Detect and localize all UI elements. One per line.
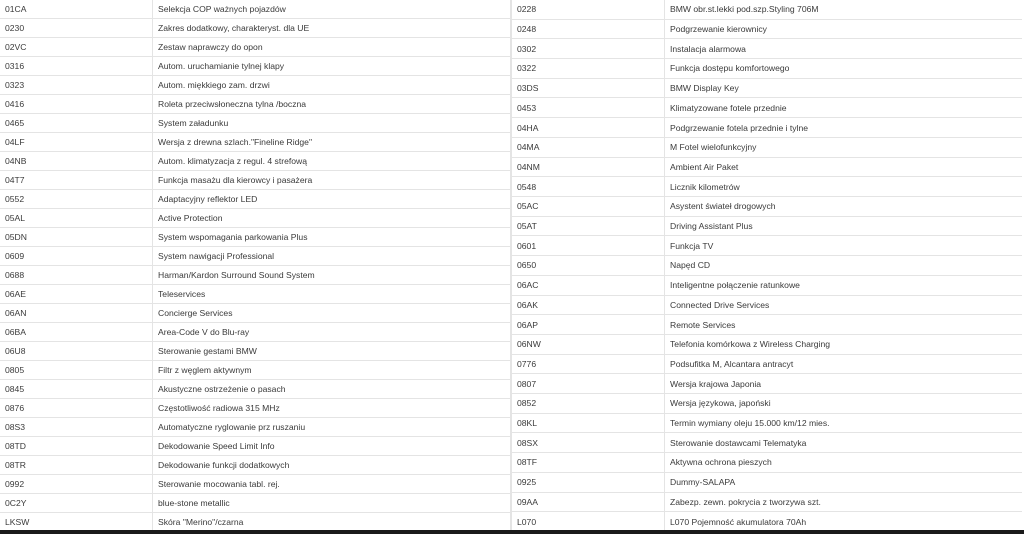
option-code: 0453	[512, 98, 665, 118]
option-description: Automatyczne ryglowanie prz ruszaniu	[153, 418, 511, 437]
option-code: 08SX	[512, 433, 665, 453]
option-code: 0845	[0, 380, 153, 399]
option-code: 05AL	[0, 209, 153, 228]
option-description: Podsufitka M, Alcantara antracyt	[665, 354, 1023, 374]
table-row	[512, 236, 1023, 256]
equipment-table-left	[0, 0, 511, 532]
option-code: 02VC	[0, 38, 153, 57]
option-code: 01CA	[0, 0, 153, 19]
table-row	[512, 177, 1023, 197]
table-row	[512, 256, 1023, 276]
option-code: 06AC	[512, 275, 665, 295]
option-code: 0228	[512, 0, 665, 19]
table-row	[512, 295, 1023, 315]
table-row	[512, 0, 1023, 19]
option-description: Driving Assistant Plus	[665, 216, 1023, 236]
option-code: 0776	[512, 354, 665, 374]
table-row	[512, 78, 1023, 98]
option-description: Remote Services	[665, 315, 1023, 335]
option-description: System nawigacji Professional	[153, 247, 511, 266]
option-code: 08KL	[512, 413, 665, 433]
option-description: Asystent świateł drogowych	[665, 197, 1023, 217]
option-description: BMW obr.st.lekki pod.szp.Styling 706M	[665, 0, 1023, 19]
option-code: 06AP	[512, 315, 665, 335]
option-description: M Fotel wielofunkcyjny	[665, 137, 1023, 157]
option-code: 0322	[512, 59, 665, 79]
option-description: Sterowanie gestami BMW	[153, 342, 511, 361]
option-description: Adaptacyjny reflektor LED	[153, 190, 511, 209]
option-description: Termin wymiany oleju 15.000 km/12 mies.	[665, 413, 1023, 433]
table-row	[512, 374, 1023, 394]
option-code: 0601	[512, 236, 665, 256]
table-row	[512, 492, 1023, 512]
option-description: Ambient Air Paket	[665, 157, 1023, 177]
equipment-list-left	[0, 0, 511, 532]
option-code: L070	[512, 512, 665, 532]
option-code: 0688	[0, 266, 153, 285]
option-code: 0852	[512, 394, 665, 414]
table-row	[0, 152, 511, 171]
option-description: Sterowanie dostawcami Telematyka	[665, 433, 1023, 453]
option-description: System załadunku	[153, 114, 511, 133]
option-code: 0465	[0, 114, 153, 133]
option-description: Telefonia komórkowa z Wireless Charging	[665, 334, 1023, 354]
table-row	[0, 361, 511, 380]
table-row	[0, 437, 511, 456]
option-code: 08TF	[512, 453, 665, 473]
option-code: 06U8	[0, 342, 153, 361]
option-description: blue-stone metallic	[153, 494, 511, 513]
option-description: Klimatyzowane fotele przednie	[665, 98, 1023, 118]
option-description: Podgrzewanie fotela przednie i tylne	[665, 118, 1023, 138]
option-code: 08TR	[0, 456, 153, 475]
option-description: Dekodowanie Speed Limit Info	[153, 437, 511, 456]
table-row	[0, 285, 511, 304]
option-description: L070 Pojemność akumulatora 70Ah	[665, 512, 1023, 532]
option-code: 08TD	[0, 437, 153, 456]
option-description: Podgrzewanie kierownicy	[665, 19, 1023, 39]
option-code: 0992	[0, 475, 153, 494]
option-code: 0323	[0, 76, 153, 95]
table-row	[0, 513, 511, 532]
table-row	[0, 171, 511, 190]
option-description: Wersja z drewna szlach."Fineline Ridge"	[153, 133, 511, 152]
table-row	[0, 114, 511, 133]
option-description: Częstotliwość radiowa 315 MHz	[153, 399, 511, 418]
option-description: Zabezp. zewn. pokrycia z tworzywa szt.	[665, 492, 1023, 512]
table-row	[512, 157, 1023, 177]
option-code: 0316	[0, 57, 153, 76]
option-description: Licznik kilometrów	[665, 177, 1023, 197]
option-code: 06AE	[0, 285, 153, 304]
option-description: Instalacja alarmowa	[665, 39, 1023, 59]
option-description: Funkcja dostępu komfortowego	[665, 59, 1023, 79]
option-description: Autom. klimatyzacja z regul. 4 strefową	[153, 152, 511, 171]
option-code: 0552	[0, 190, 153, 209]
option-code: 0230	[0, 19, 153, 38]
option-code: 0302	[512, 39, 665, 59]
table-row	[0, 57, 511, 76]
option-description: BMW Display Key	[665, 78, 1023, 98]
option-description: Autom. uruchamianie tylnej klapy	[153, 57, 511, 76]
table-row	[0, 266, 511, 285]
option-code: 04MA	[512, 137, 665, 157]
option-code: 03DS	[512, 78, 665, 98]
equipment-table-right	[511, 0, 1022, 532]
option-description: Roleta przeciwsłoneczna tylna /boczna	[153, 95, 511, 114]
table-row	[512, 453, 1023, 473]
option-code: 06AK	[512, 295, 665, 315]
option-code: 0650	[512, 256, 665, 276]
option-code: 06NW	[512, 334, 665, 354]
option-code: LKSW	[0, 513, 153, 532]
option-description: Active Protection	[153, 209, 511, 228]
table-row	[512, 334, 1023, 354]
option-description: Wersja krajowa Japonia	[665, 374, 1023, 394]
option-code: 06BA	[0, 323, 153, 342]
table-row	[0, 380, 511, 399]
option-code: 05AT	[512, 216, 665, 236]
option-code: 0248	[512, 19, 665, 39]
option-description: Wersja językowa, japoński	[665, 394, 1023, 414]
table-row	[0, 38, 511, 57]
option-description: Sterowanie mocowania tabl. rej.	[153, 475, 511, 494]
option-description: Zakres dodatkowy, charakteryst. dla UE	[153, 19, 511, 38]
table-row	[0, 304, 511, 323]
option-code: 05DN	[0, 228, 153, 247]
bottom-edge-bar	[0, 530, 1024, 534]
table-row	[0, 95, 511, 114]
option-code: 0805	[0, 361, 153, 380]
option-code: 0C2Y	[0, 494, 153, 513]
table-row	[0, 418, 511, 437]
option-code: 05AC	[512, 197, 665, 217]
table-row	[0, 76, 511, 95]
option-description: Area-Code V do Blu-ray	[153, 323, 511, 342]
option-code: 06AN	[0, 304, 153, 323]
option-code: 0609	[0, 247, 153, 266]
table-row	[512, 98, 1023, 118]
option-description: Connected Drive Services	[665, 295, 1023, 315]
option-description: Dekodowanie funkcji dodatkowych	[153, 456, 511, 475]
table-row	[0, 247, 511, 266]
option-code: 04T7	[0, 171, 153, 190]
table-row	[512, 433, 1023, 453]
table-row	[512, 354, 1023, 374]
table-row	[0, 133, 511, 152]
option-description: System wspomagania parkowania Plus	[153, 228, 511, 247]
option-description: Skóra "Merino"/czarna	[153, 513, 511, 532]
option-code: 0876	[0, 399, 153, 418]
table-row	[512, 394, 1023, 414]
option-description: Aktywna ochrona pieszych	[665, 453, 1023, 473]
table-row	[512, 413, 1023, 433]
option-description: Harman/Kardon Surround Sound System	[153, 266, 511, 285]
table-row	[0, 342, 511, 361]
table-row	[512, 512, 1023, 532]
table-row	[0, 323, 511, 342]
option-code: 0807	[512, 374, 665, 394]
table-row	[512, 275, 1023, 295]
table-row	[512, 216, 1023, 236]
option-code: 04HA	[512, 118, 665, 138]
equipment-list-right	[512, 0, 1023, 532]
option-description: Funkcja masażu dla kierowcy i pasażera	[153, 171, 511, 190]
table-row	[0, 190, 511, 209]
option-description: Selekcja COP ważnych pojazdów	[153, 0, 511, 19]
table-row	[0, 0, 511, 19]
table-row	[512, 315, 1023, 335]
option-code: 0925	[512, 472, 665, 492]
option-description: Autom. miękkiego zam. drzwi	[153, 76, 511, 95]
table-row	[512, 59, 1023, 79]
option-code: 04NB	[0, 152, 153, 171]
table-row	[512, 137, 1023, 157]
option-description: Inteligentne połączenie ratunkowe	[665, 275, 1023, 295]
option-description: Dummy-SALAPA	[665, 472, 1023, 492]
table-row	[0, 494, 511, 513]
option-description: Concierge Services	[153, 304, 511, 323]
table-row	[512, 118, 1023, 138]
table-row	[0, 456, 511, 475]
option-code: 04LF	[0, 133, 153, 152]
option-code: 0548	[512, 177, 665, 197]
table-row	[512, 197, 1023, 217]
option-code: 04NM	[512, 157, 665, 177]
option-description: Funkcja TV	[665, 236, 1023, 256]
table-row	[0, 475, 511, 494]
option-code: 0416	[0, 95, 153, 114]
option-description: Filtr z węglem aktywnym	[153, 361, 511, 380]
table-row	[512, 472, 1023, 492]
table-row	[512, 19, 1023, 39]
option-code: 09AA	[512, 492, 665, 512]
table-row	[0, 19, 511, 38]
option-code: 08S3	[0, 418, 153, 437]
table-row	[0, 399, 511, 418]
option-description: Teleservices	[153, 285, 511, 304]
option-description: Zestaw naprawczy do opon	[153, 38, 511, 57]
table-row	[512, 39, 1023, 59]
table-row	[0, 228, 511, 247]
option-description: Napęd CD	[665, 256, 1023, 276]
option-description: Akustyczne ostrzeżenie o pasach	[153, 380, 511, 399]
table-row	[0, 209, 511, 228]
